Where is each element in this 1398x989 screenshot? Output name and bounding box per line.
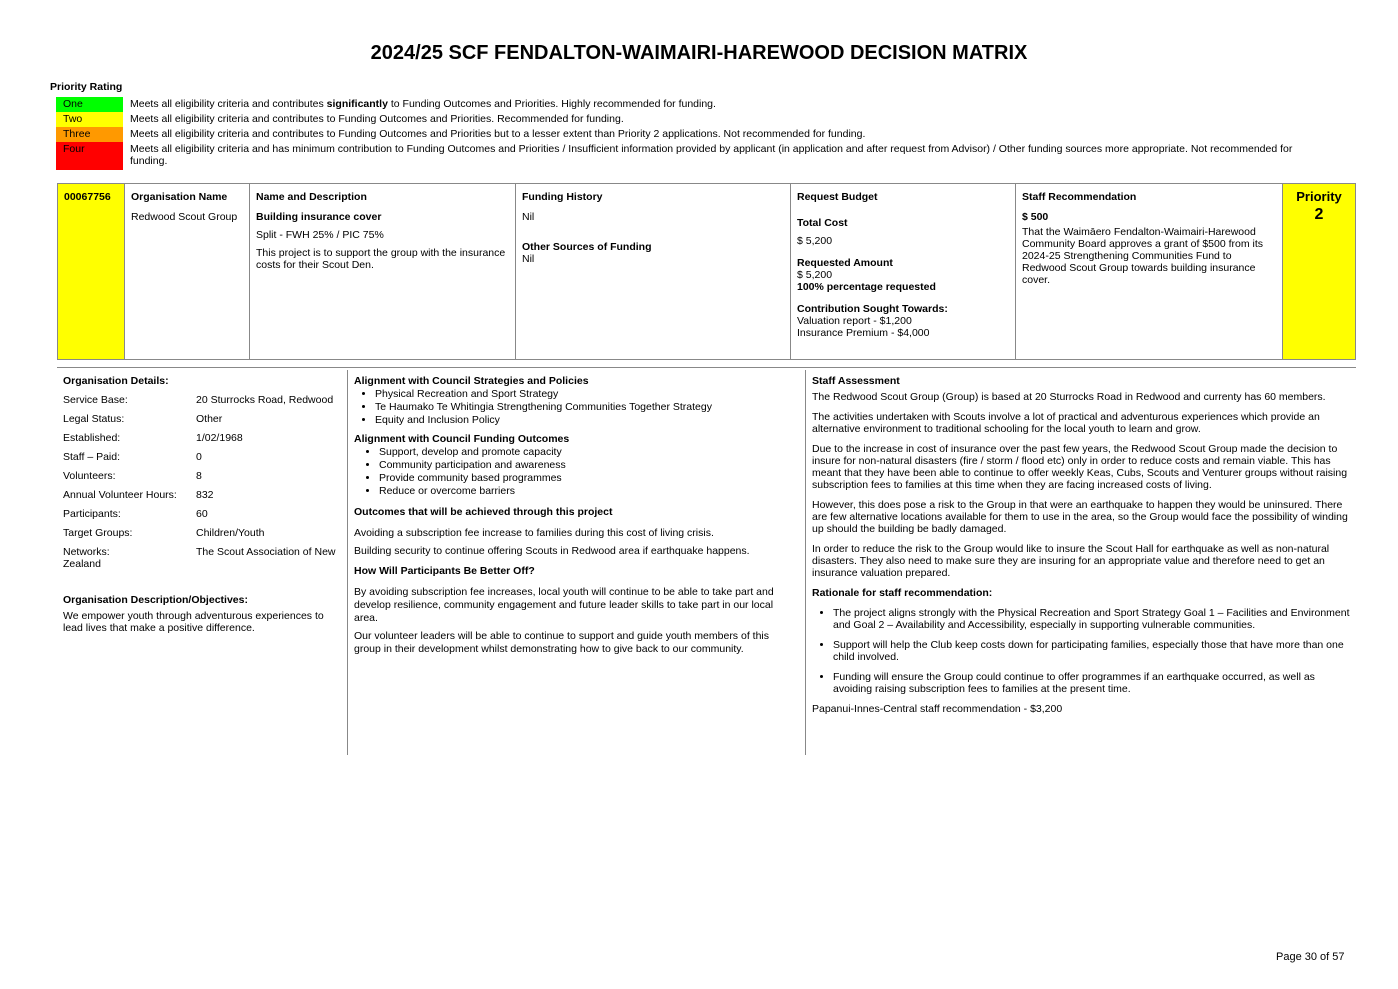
assessment-paragraph: The Redwood Scout Group (Group) is based at 20 Sturrocks Road in Redwood and currenty has 60 members. [812, 391, 1326, 403]
assessment-paragraph: The activities undertaken with Scouts involve a lot of practical and adventurous experiences which provide an alternative environment to traditional schooling for the local youth to learn and grow. [812, 411, 1320, 435]
list-item: • Support will help the Club keep costs down for participating families, especially those that have more than one child involved. [833, 639, 1352, 663]
organisation-description: We empower youth through adventurous experiences to lead lives that make a positive difference. [63, 610, 324, 634]
page-title: 2024/25 SCF FENDALTON-WAIMAIRI-HAREWOOD DECISION MATRIX [370, 42, 1028, 64]
project-title: Building insurance cover [256, 211, 382, 223]
other-sources-heading: Other Sources of Funding [522, 241, 652, 253]
percentage-requested: 100% percentage requested [797, 281, 936, 293]
contribution-label: Contribution Sought Towards: [797, 303, 948, 315]
requested-amount-value: $ 5,200 [797, 269, 833, 281]
networks-continuation: Zealand [63, 558, 101, 570]
request-budget-heading: Request Budget [797, 191, 878, 203]
assessment-paragraph: Due to the increase in cost of insurance over the past few years, the Redwood Scout Group made the decision to insure for non-natural disasters (fire / storm / flood etc) only in order to reduce costs and remain viable. This has meant that they have been able to continue to offer weekly Keas, Cubs, Scouts and Venturer groups without raising subscription fees to families at this time when they are facing increased costs of living. [812, 443, 1348, 491]
project-description: This project is to support the group with the insurance costs for their Scout Den. [256, 247, 506, 271]
priority-row-four [56, 142, 1316, 170]
total-cost-value: $ 5,200 [797, 235, 833, 247]
funding-history-heading: Funding History [522, 191, 603, 203]
list-item: • Community participation and awareness [379, 459, 784, 472]
list-item: • Reduce or overcome barriers [379, 485, 784, 498]
column-divider [805, 370, 806, 755]
list-item: • Provide community based programmes [379, 472, 784, 485]
contribution-item: Valuation report - $1,200 [797, 315, 912, 327]
priority-text-two: Meets all eligibility criteria and contributes to Funding Outcomes and Priorities. Recommended for funding. [130, 113, 624, 125]
list-item: • Equity and Inclusion Policy [375, 414, 784, 427]
other-sources-value: Nil [522, 253, 535, 265]
detail-row: Participants: 60 [63, 508, 208, 520]
requested-amount-label: Requested Amount [797, 257, 893, 269]
priority-text-one: Meets all eligibility criteria and contributes significantly to Funding Outcomes and Priorities. Highly recommended for funding. [130, 98, 716, 110]
organisation-name: Redwood Scout Group [131, 211, 238, 223]
detail-row-networks: Networks: The Scout Association of New [63, 546, 336, 558]
section-divider [57, 367, 1356, 368]
application-id: 00067756 [58, 184, 125, 359]
priority-row-two [56, 112, 1316, 127]
staff-recommendation-heading: Staff Recommendation [1022, 191, 1137, 203]
detail-row: Staff – Paid: 0 [63, 451, 202, 463]
funding-history-cell [516, 184, 791, 359]
staff-assessment-heading: Staff Assessment [812, 375, 900, 387]
detail-row: Annual Volunteer Hours: 832 [63, 489, 214, 501]
priority-row-one [56, 97, 1316, 112]
priority-swatch-two: Two [56, 112, 123, 127]
outcomes-list [354, 446, 784, 498]
list-item: • The project aligns strongly with the Physical Recreation and Sport Strategy Goal 1 – Facilities and Environment and Goal 2 – Availability and Accessibility, especially in supporting vulnerable communities. [833, 607, 1352, 631]
detail-row: Established: 1/02/1968 [63, 432, 243, 444]
assessment-paragraph: However, this does pose a risk to the Group in that were an earthquake to happen they would be uninsured. There are few alternative locations available for them to use in the area, so the Group would face the possibility of winding up should the building be badly damaged. [812, 499, 1348, 535]
organisation-name-heading: Organisation Name [131, 191, 228, 203]
organisation-details-heading: Organisation Details: [63, 375, 169, 387]
list-item: • Te Haumako Te Whitingia Strengthening Communities Together Strategy [375, 401, 784, 414]
staff-recommendation-cell [1016, 184, 1283, 359]
detail-row: Volunteers: 8 [63, 470, 202, 482]
rationale-heading: Rationale for staff recommendation: [812, 587, 993, 599]
request-budget-cell [791, 184, 1016, 359]
priority-swatch-one: One [56, 97, 123, 112]
detail-row: Legal Status: Other [63, 413, 223, 425]
project-split: Split - FWH 25% / PIC 75% [256, 229, 384, 241]
assessment-paragraph: In order to reduce the risk to the Group would like to insure the Scout Hall for earthquake as well as non-natural disasters. They also need to make sure they are insuring for an appropriate value and therefore need to get an insurance valuation prepared. [812, 543, 1330, 579]
priority-heading: Priority [1296, 189, 1342, 204]
list-item: • Physical Recreation and Sport Strategy [375, 388, 784, 401]
organisation-details [63, 375, 343, 634]
priority-value: 2 [1314, 206, 1324, 223]
achieved-text: Building security to continue offering Scouts in Redwood area if earthquake happens. [354, 545, 750, 557]
detail-row: Target Groups: Children/Youth [63, 527, 265, 539]
priority-rating-legend [56, 97, 1316, 170]
contribution-item: Insurance Premium - $4,000 [797, 327, 930, 339]
priority-swatch-four: Four [56, 142, 123, 170]
name-description-cell [250, 184, 516, 359]
name-description-heading: Name and Description [256, 191, 367, 203]
staff-assessment [812, 375, 1352, 715]
alignment-section [354, 375, 784, 656]
outcomes-heading: Alignment with Council Funding Outcomes [354, 433, 570, 445]
better-off-text: Our volunteer leaders will be able to continue to support and guide youth members of this group in their development whilst demonstrating how to give back to our community. [354, 630, 769, 655]
priority-text-four: Meets all eligibility criteria and has minimum contribution to Funding Outcomes and Priorities / Insufficient information provided by applicant (in application and after request from Advisor) / Other funding sources more appropriate. Not recommended for funding. [130, 143, 1293, 167]
priority-rating-heading: Priority Rating [50, 81, 123, 93]
column-divider [347, 370, 348, 755]
detail-row: Service Base: 20 Sturrocks Road, Redwood [63, 394, 334, 406]
achieved-text: Avoiding a subscription fee increase to families during this cost of living crisis. [354, 527, 714, 539]
priority-swatch-three: Three [56, 127, 123, 142]
organisation-name-cell [125, 184, 250, 359]
achieved-heading: Outcomes that will be achieved through this project [354, 506, 613, 518]
strategies-heading: Alignment with Council Strategies and Policies [354, 375, 589, 387]
better-off-heading: How Will Participants Be Better Off? [354, 565, 535, 577]
rationale-list [812, 607, 1352, 695]
list-item: • Support, develop and promote capacity [379, 446, 784, 459]
staff-recommendation-amount: $ 500 [1022, 211, 1049, 223]
total-cost-label: Total Cost [797, 217, 848, 229]
priority-cell [1283, 184, 1355, 359]
list-item: • Funding will ensure the Group could continue to offer programmes if an earthquake occurred, as well as avoiding raising subscription fees to families at the present time. [833, 671, 1352, 695]
funding-history-value: Nil [522, 211, 535, 223]
strategies-list [354, 388, 784, 427]
application-summary-table [57, 183, 1356, 360]
priority-row-three [56, 127, 1316, 142]
priority-text-three: Meets all eligibility criteria and contributes to Funding Outcomes and Priorities but to a lesser extent than Priority 2 applications. Not recommended for funding. [130, 128, 866, 140]
better-off-text: By avoiding subscription fee increases, local youth will continue to be able to take part and develop resilience, community engagement and future leader skills to take part in our local area. [354, 586, 774, 624]
page-number: Page 30 of 57 [1276, 951, 1345, 963]
staff-recommendation-text: That the Waimāero Fendalton-Waimairi-Harewood Community Board approves a grant of $500 from its 2024-25 Strengthening Communities Fund to Redwood Scout Group towards building insurance cover. [1022, 226, 1264, 286]
organisation-description-heading: Organisation Description/Objectives: [63, 594, 248, 606]
pic-staff-recommendation: Papanui-Innes-Central staff recommendation - $3,200 [812, 703, 1063, 715]
